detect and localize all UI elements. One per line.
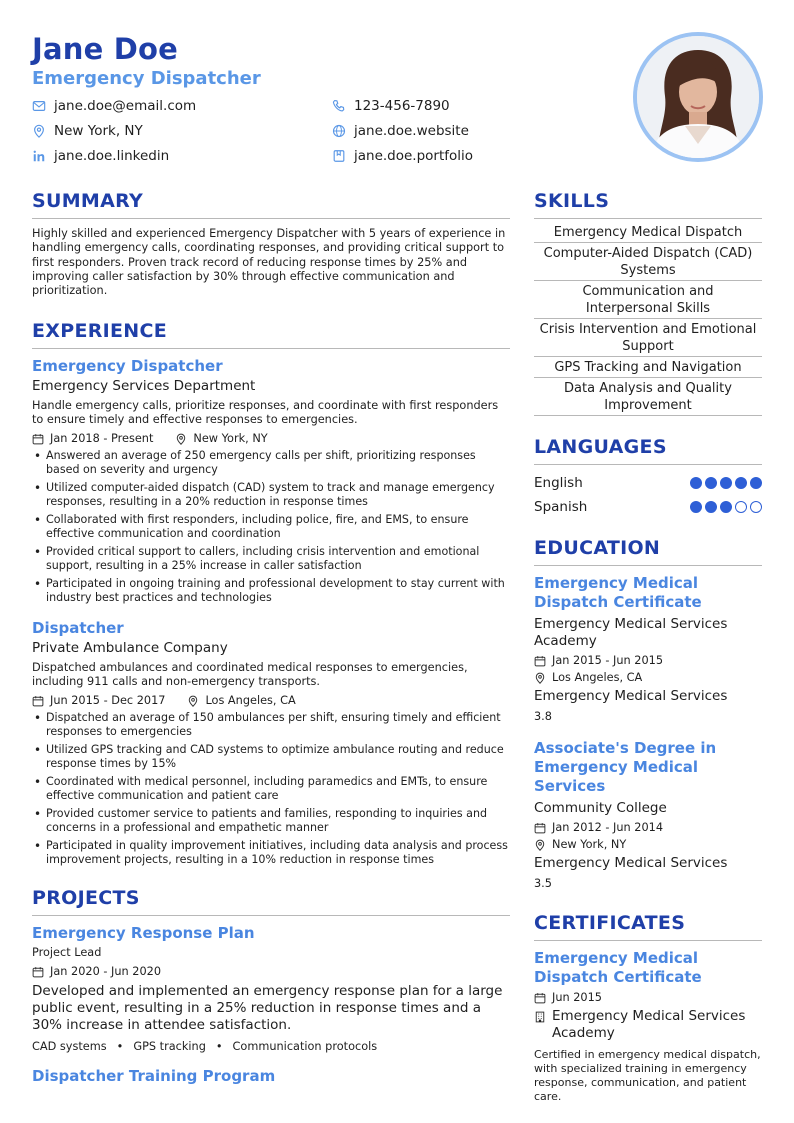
contact-linkedin[interactable]	[32, 148, 169, 164]
contact-email[interactable]	[32, 98, 196, 114]
location-pin-icon	[175, 433, 187, 445]
education-location-row	[534, 671, 762, 684]
mail-icon	[32, 99, 46, 113]
proficiency-dots	[687, 501, 762, 513]
project-dates: Jan 2020 - Jun 2020	[50, 965, 162, 979]
location-pin-icon	[534, 672, 546, 684]
left-column	[32, 190, 510, 1085]
location-text: New York, NY	[54, 123, 143, 139]
calendar-icon	[534, 822, 546, 834]
location-pin-icon	[187, 695, 199, 707]
education-location-row	[534, 838, 762, 851]
job-bullets	[32, 711, 510, 867]
bullet-item: • Provided critical support to callers, including crisis intervention and emotional support, resulting in a 25% increase in caller satisfaction	[32, 545, 510, 573]
proficiency-dot-empty	[735, 501, 747, 513]
bullet-item: • Participated in quality improvement initiatives, including data analysis and process improvement projects, resulting in a 10% reduction in response times	[32, 839, 510, 867]
location-pin-icon	[534, 839, 546, 851]
location-pin-icon	[32, 124, 46, 138]
education-item	[534, 574, 762, 723]
project-tags	[32, 1040, 510, 1053]
summary-text: Highly skilled and experienced Emergency Dispatcher with 5 years of experience in handling emergency calls, coordinating responses, and providing critical support to first responders. Proven track record of reducing response times by 25% and improving caller satisfaction by 30% through effective communication and prioritization.	[32, 227, 506, 298]
education-item	[534, 739, 762, 890]
experience-heading: EXPERIENCE	[32, 320, 510, 349]
education-heading: EDUCATION	[534, 537, 762, 566]
projects-heading: PROJECTS	[32, 887, 510, 916]
education-dates-row	[534, 821, 762, 834]
portfolio-icon	[332, 149, 346, 163]
candidate-title: Emergency Dispatcher	[32, 68, 261, 89]
language-item	[534, 499, 762, 515]
certificate-issuer: Emergency Medical Services Academy	[552, 1008, 746, 1041]
calendar-icon	[32, 695, 44, 707]
certificate-description: Certified in emergency medical dispatch, with specialized training in emergency response, communication, and patient care.	[534, 1048, 761, 1103]
skill-item: Communication and Interpersonal Skills	[534, 281, 762, 319]
project-item	[32, 924, 510, 1053]
job-bullets	[32, 449, 510, 605]
contact-website[interactable]	[332, 123, 469, 139]
bullet-item: • Utilized GPS tracking and CAD systems to optimize ambulance routing and reduce response times by 15%	[32, 743, 510, 771]
certificate-issuer-row	[534, 1008, 762, 1042]
calendar-icon	[32, 433, 44, 445]
job-description: Dispatched ambulances and coordinated medical responses to emergencies, including 911 calls and non-emergency transports.	[32, 661, 468, 689]
contact-phone[interactable]	[332, 98, 450, 114]
project-description: Developed and implemented an emergency response plan for a large public event, resulting in a 25% reduction in response times and a 30% increase in attendee satisfaction.	[32, 983, 503, 1034]
proficiency-dot-filled	[690, 477, 702, 489]
degree-title: Emergency Medical Dispatch Certificate	[534, 574, 702, 611]
contact-location	[32, 123, 143, 139]
language-item	[534, 475, 762, 491]
field-of-study: Emergency Medical Services	[534, 688, 728, 704]
bullet-item: • Participated in ongoing training and professional development to stay current with industry best practices and technologies	[32, 577, 510, 605]
project-item	[32, 1067, 510, 1085]
skills-list	[534, 222, 762, 416]
tag-separator: •	[116, 1040, 124, 1054]
email-text: jane.doe@email.com	[54, 98, 197, 114]
calendar-icon	[534, 655, 546, 667]
proficiency-dot-filled	[690, 501, 702, 513]
bullet-item: • Coordinated with medical personnel, including paramedics and EMTs, to ensure effective communication and patient care	[32, 775, 510, 803]
skill-item: Data Analysis and Quality Improvement	[534, 378, 762, 416]
contact-portfolio[interactable]	[332, 148, 473, 164]
certificate-date: Jun 2015	[552, 991, 602, 1004]
proficiency-dot-filled	[705, 501, 717, 513]
bullet-item: • Utilized computer-aided dispatch (CAD) system to track and manage emergency responses, resulting in a 20% reduction in response times	[32, 481, 510, 509]
skill-item: Crisis Intervention and Emotional Support	[534, 319, 762, 357]
project-meta	[32, 965, 510, 978]
summary-heading: SUMMARY	[32, 190, 510, 219]
job-meta	[32, 432, 510, 445]
bullet-item: • Provided customer service to patients and families, responding to inquiries and concerns in a professional and empathetic manner	[32, 807, 510, 835]
gpa-value: 3.5	[534, 877, 552, 890]
proficiency-dot-filled	[735, 477, 747, 489]
language-name: Spanish	[534, 499, 588, 515]
project-tag: GPS tracking	[133, 1040, 206, 1054]
languages-list	[534, 475, 762, 515]
gpa-value: 3.8	[534, 710, 552, 723]
proficiency-dot-empty	[750, 501, 762, 513]
linkedin-icon	[32, 149, 46, 163]
skill-item: GPS Tracking and Navigation	[534, 357, 762, 378]
job-title: Dispatcher	[32, 619, 124, 638]
job-dates: Jan 2018 - Present	[50, 432, 154, 446]
education-location: Los Angeles, CA	[552, 671, 643, 684]
company-name: Private Ambulance Company	[32, 640, 228, 657]
language-name: English	[534, 475, 583, 491]
project-tag: CAD systems	[32, 1040, 107, 1054]
skills-heading: SKILLS	[534, 190, 762, 219]
calendar-icon	[534, 992, 546, 1004]
proficiency-dot-filled	[705, 477, 717, 489]
proficiency-dots	[687, 477, 762, 489]
job-location: Los Angeles, CA	[205, 694, 296, 708]
education-dates: Jan 2012 - Jun 2014	[552, 821, 664, 834]
proficiency-dot-filled	[720, 477, 732, 489]
job-location: New York, NY	[193, 432, 268, 446]
profile-photo	[633, 32, 763, 162]
education-dates: Jan 2015 - Jun 2015	[552, 654, 664, 667]
project-tag: Communication protocols	[232, 1040, 378, 1054]
tag-separator: •	[215, 1040, 223, 1054]
field-of-study: Emergency Medical Services	[534, 855, 728, 871]
bullet-item: • Collaborated with first responders, including police, fire, and EMS, to ensure effective communication and coordination	[32, 513, 510, 541]
bullet-item: • Dispatched an average of 150 ambulances per shift, ensuring timely and efficient responses to emergencies	[32, 711, 510, 739]
certificate-date-row	[534, 991, 762, 1004]
building-icon	[534, 1011, 546, 1023]
project-title: Emergency Response Plan	[32, 924, 255, 943]
job-dates: Jun 2015 - Dec 2017	[50, 694, 166, 708]
phone-text: 123-456-7890	[354, 98, 450, 114]
certificates-heading: CERTIFICATES	[534, 912, 762, 941]
company-name: Emergency Services Department	[32, 378, 256, 395]
project-title: Dispatcher Training Program	[32, 1067, 276, 1086]
education-location: New York, NY	[552, 838, 627, 851]
skill-item: Emergency Medical Dispatch	[534, 222, 762, 243]
certificate-title: Emergency Medical Dispatch Certificate	[534, 949, 702, 986]
job-meta	[32, 694, 510, 707]
proficiency-dot-filled	[750, 477, 762, 489]
languages-heading: LANGUAGES	[534, 436, 762, 465]
website-text: jane.doe.website	[354, 123, 469, 139]
avatar-illustration	[637, 36, 759, 158]
skill-item: Computer-Aided Dispatch (CAD) Systems	[534, 243, 762, 281]
certificate-item	[534, 949, 762, 1104]
calendar-icon	[32, 966, 44, 978]
job-description: Handle emergency calls, prioritize responses, and coordinate with first responders to ensure timely and effective responses to emergencies.	[32, 399, 499, 427]
bullet-item: • Answered an average of 250 emergency calls per shift, prioritizing responses based on severity and urgency	[32, 449, 510, 477]
job-title: Emergency Dispatcher	[32, 357, 223, 376]
globe-icon	[332, 124, 346, 138]
experience-item	[32, 619, 510, 867]
candidate-name: Jane Doe	[32, 32, 179, 66]
experience-item	[32, 357, 510, 605]
portfolio-text: jane.doe.portfolio	[354, 148, 474, 164]
proficiency-dot-filled	[720, 501, 732, 513]
degree-title: Associate's Degree in Emergency Medical Services	[534, 739, 717, 795]
linkedin-text: jane.doe.linkedin	[54, 148, 170, 164]
institution-name: Emergency Medical Services Academy	[534, 616, 728, 649]
right-column	[534, 190, 762, 1104]
phone-icon	[332, 99, 346, 113]
institution-name: Community College	[534, 800, 667, 816]
project-role: Project Lead	[32, 946, 102, 960]
education-dates-row	[534, 654, 762, 667]
